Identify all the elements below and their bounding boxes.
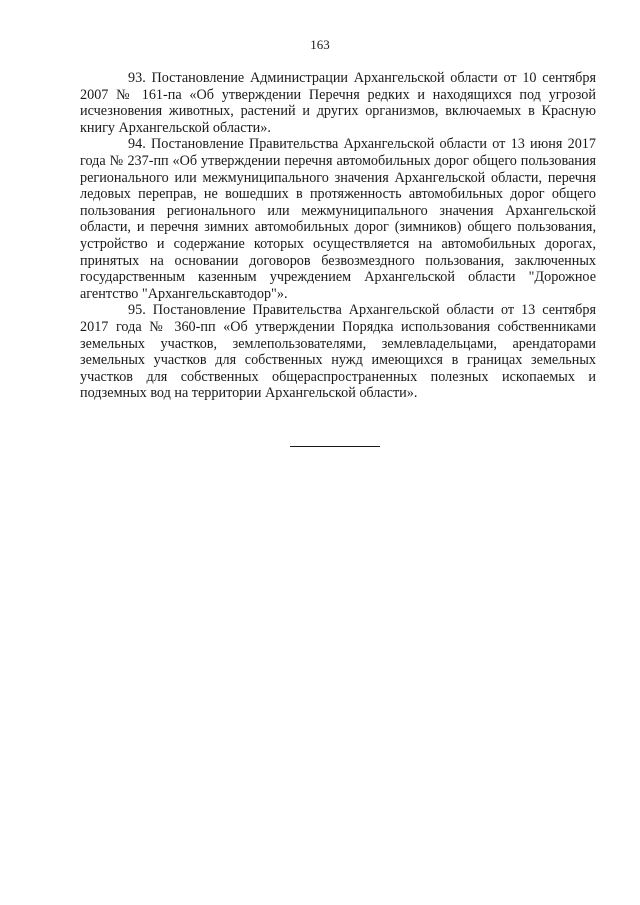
document-body: [80, 70, 596, 402]
list-item-95: 95. Постановление Правительства Архангельской области от 13 сентября 2017 года № 360-пп «Об утверждении Порядка использования собственниками земельных участков, землепользователями, землевладельцами, арендаторами земельных участков для собственных нужд имеющихся в границах земельных участков для собственных общераспространенных полезных ископаемых и подземных вод на территории Архангельской области».: [80, 302, 596, 402]
end-separator-line: [290, 446, 380, 447]
page-number: 163: [310, 37, 330, 52]
list-item-94: 94. Постановление Правительства Архангельской области от 13 июня 2017 года № 237-пп «Об утверждении перечня автомобильных дорог общего пользования регионального или межмуниципального значения Архангельской области, перечня ледовых переправ, не вошедших в протяженность автомобильных дорог общего пользования регионального или межмуниципального значения Архангельской области, и перечня зимних автомобильных дорог (зимников) общего пользования, устройство и содержание которых осуществляется на автомобильных дорогах, принятых на основании договоров безвозмездного пользования, заключенных государственным казенным учреждением Архангельской области "Дорожное агентство "Архангельскавтодор"».: [80, 136, 596, 302]
list-item-93: 93. Постановление Администрации Архангельской области от 10 сентября 2007 № 161-па «Об утверждении Перечня редких и находящихся под угрозой исчезновения животных, растений и других организмов, включаемых в Красную книгу Архангельской области».: [80, 70, 596, 136]
